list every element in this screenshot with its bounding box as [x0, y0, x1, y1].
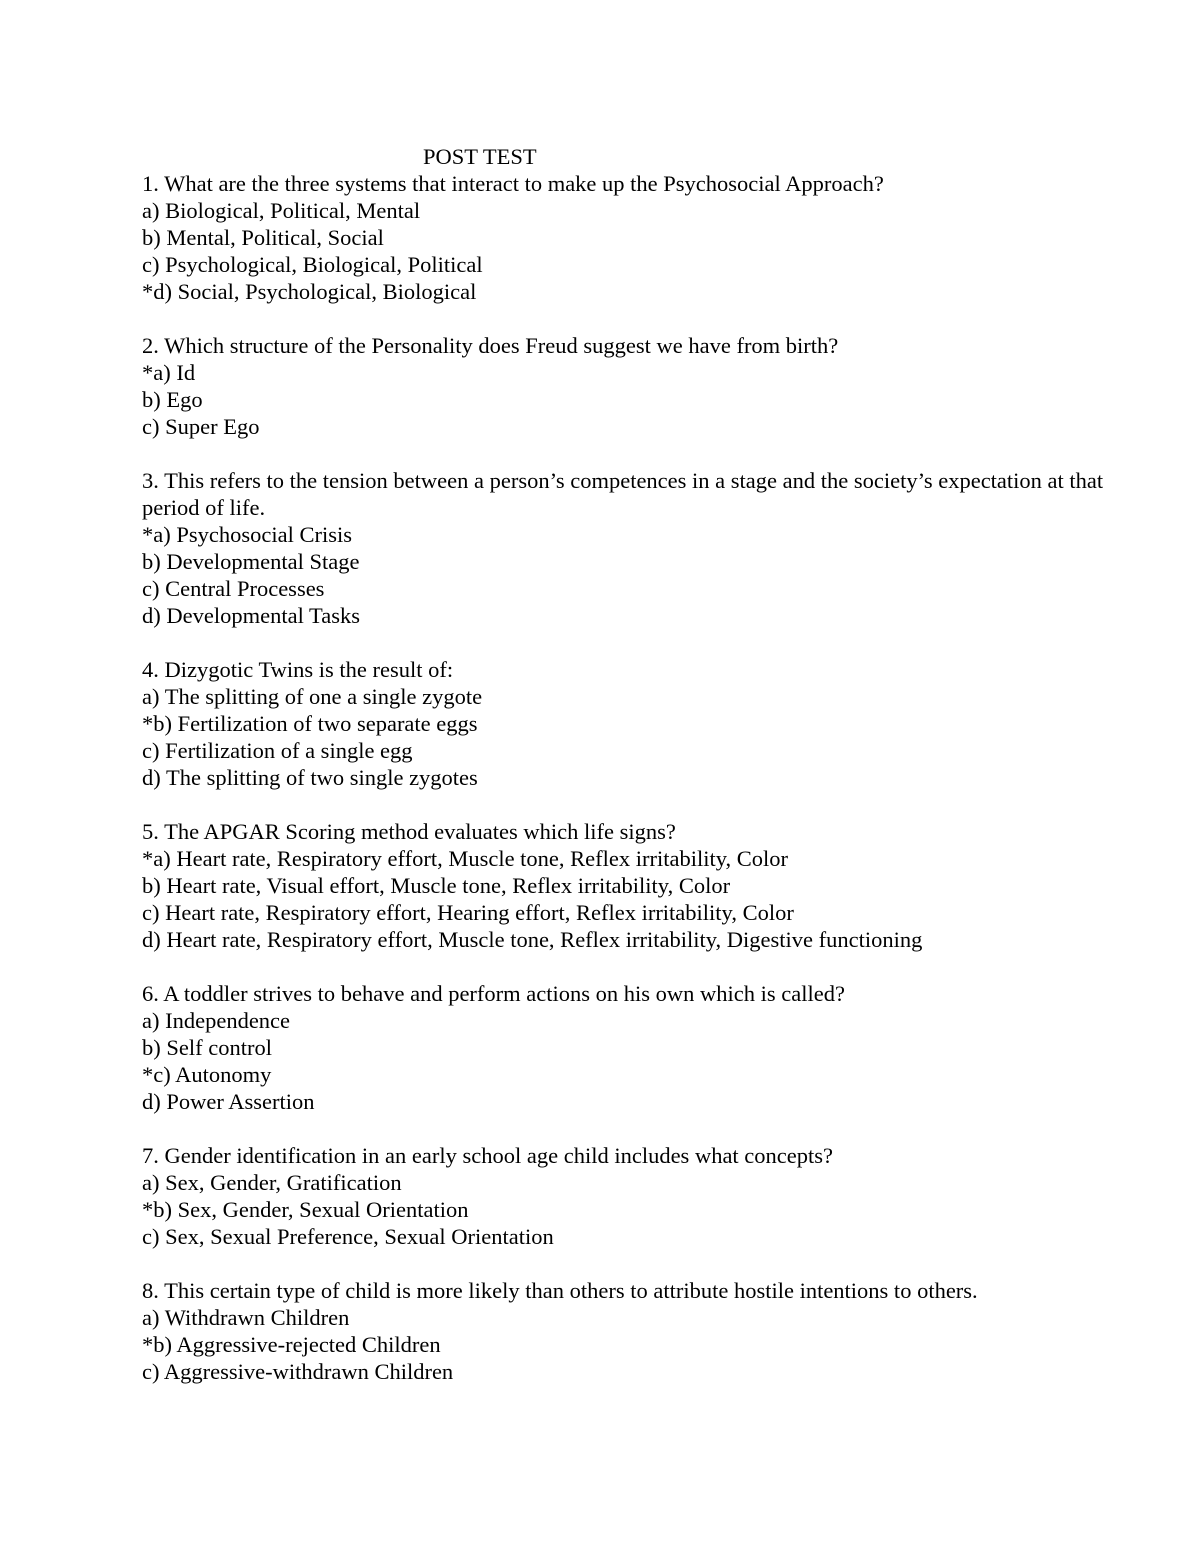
answer-option-correct: *b) Aggressive-rejected Children	[142, 1332, 441, 1357]
question-text: 2. Which structure of the Personality does Freud suggest we have from birth?	[142, 333, 839, 358]
question-text: 6. A toddler strives to behave and perform actions on his own which is called?	[142, 981, 845, 1006]
question-7	[142, 1142, 1142, 1250]
answer-option-correct: *b) Sex, Gender, Sexual Orientation	[142, 1197, 469, 1222]
answer-option: b) Heart rate, Visual effort, Muscle tone, Reflex irritability, Color	[142, 873, 731, 898]
answer-option: c) Sex, Sexual Preference, Sexual Orientation	[142, 1224, 554, 1249]
answer-option: a) Sex, Gender, Gratification	[142, 1170, 402, 1195]
answer-option: a) Independence	[142, 1008, 291, 1033]
question-5	[142, 818, 1142, 953]
answer-option: d) Heart rate, Respiratory effort, Muscle tone, Reflex irritability, Digestive functioning	[142, 927, 923, 952]
answer-option: b) Ego	[142, 387, 203, 412]
page-title: POST TEST	[423, 144, 537, 169]
question-6	[142, 980, 1142, 1115]
answer-option: d) Power Assertion	[142, 1089, 315, 1114]
answer-option: a) Biological, Political, Mental	[142, 198, 421, 223]
answer-option: c) Psychological, Biological, Political	[142, 252, 483, 277]
answer-option: d) Developmental Tasks	[142, 603, 360, 628]
answer-option-correct: *a) Id	[142, 360, 196, 385]
question-2	[142, 332, 1142, 440]
question-text: 1. What are the three systems that interact to make up the Psychosocial Approach?	[142, 171, 884, 196]
answer-option: c) Super Ego	[142, 414, 260, 439]
answer-option: b) Mental, Political, Social	[142, 225, 384, 250]
answer-option-correct: *d) Social, Psychological, Biological	[142, 279, 477, 304]
question-3	[142, 467, 1142, 629]
question-text: 7. Gender identification in an early school age child includes what concepts?	[142, 1143, 834, 1168]
question-4	[142, 656, 1142, 791]
question-list	[142, 170, 1142, 1412]
answer-option: b) Developmental Stage	[142, 549, 360, 574]
answer-option-correct: *b) Fertilization of two separate eggs	[142, 711, 478, 736]
answer-option: a) The splitting of one a single zygote	[142, 684, 483, 709]
answer-option: c) Fertilization of a single egg	[142, 738, 413, 763]
answer-option: c) Heart rate, Respiratory effort, Hearing effort, Reflex irritability, Color	[142, 900, 794, 925]
answer-option: c) Central Processes	[142, 576, 325, 601]
question-text: 8. This certain type of child is more likely than others to attribute hostile intentions to others.	[142, 1278, 978, 1303]
question-text: 3. This refers to the tension between a person’s competences in a stage and the society’s expectation at that period of life.	[142, 468, 1109, 520]
question-1	[142, 170, 1142, 305]
answer-option-correct: *a) Psychosocial Crisis	[142, 522, 352, 547]
question-text: 5. The APGAR Scoring method evaluates which life signs?	[142, 819, 676, 844]
answer-option: b) Self control	[142, 1035, 272, 1060]
question-8	[142, 1277, 1142, 1385]
answer-option-correct: *a) Heart rate, Respiratory effort, Muscle tone, Reflex irritability, Color	[142, 846, 789, 871]
question-text: 4. Dizygotic Twins is the result of:	[142, 657, 454, 682]
answer-option: c) Aggressive-withdrawn Children	[142, 1359, 454, 1384]
answer-option-correct: *c) Autonomy	[142, 1062, 272, 1087]
answer-option: d) The splitting of two single zygotes	[142, 765, 478, 790]
answer-option: a) Withdrawn Children	[142, 1305, 350, 1330]
